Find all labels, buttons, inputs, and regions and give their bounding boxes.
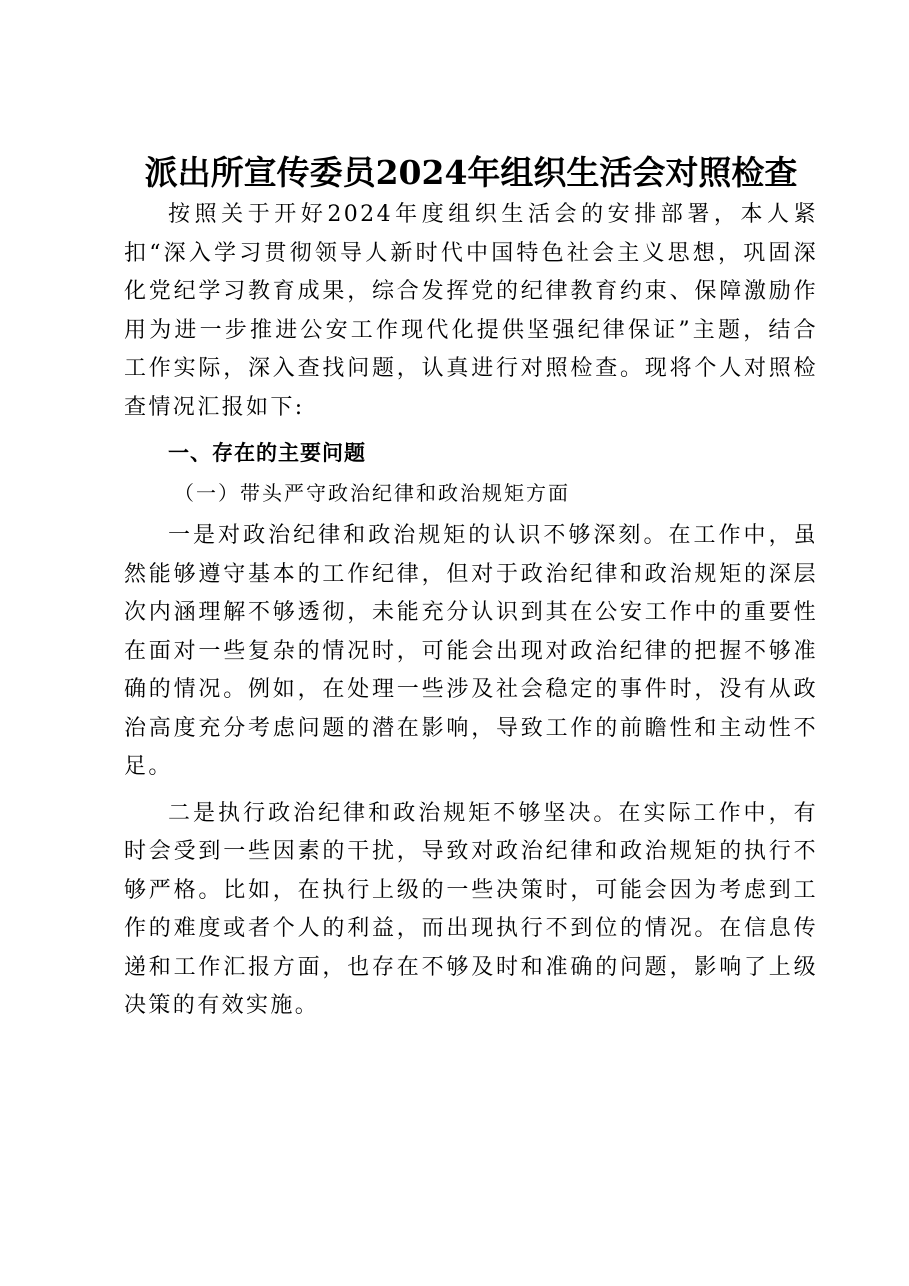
document-title: 派出所宣传委员2024年组织生活会对照检查 xyxy=(144,153,798,192)
body-paragraph-1: 一是对政治纪律和政治规矩的认识不够深刻。在工作中，虽然能够遵守基本的工作纪律，但对于政治纪律和政治规矩的深层次内涵理解不够透彻，未能充分认识到其在公安工作中的重要性在面对一些复杂的情况时，可能会出现对政治纪律的把握不够准确的情况。例如，在处理一些涉及社会稳定的事件时，没有从政治高度充分考虑问题的潜在影响，导致工作的前瞻性和主动性不足。 xyxy=(124,523,818,779)
section-heading-main-problems: 一、存在的主要问题 xyxy=(168,441,366,465)
body-paragraph-2: 二是执行政治纪律和政治规矩不够坚决。在实际工作中，有时会受到一些因素的干扰，导致对政治纪律和政治规矩的执行不够严格。比如，在执行上级的一些决策时，可能会因为考虑到工作的难度或者个人的利益，而出现执行不到位的情况。在信息传递和工作汇报方面，也存在不够及时和准确的问题，影响了上级决策的有效实施。 xyxy=(124,800,818,1018)
subsection-heading-political-discipline: （一）带头严守政治纪律和政治规矩方面 xyxy=(174,481,570,505)
intro-paragraph: 按照关于开好2024年度组织生活会的安排部署，本人紧扣“深入学习贯彻领导人新时代中国特色社会主义思想，巩固深化党纪学习教育成果，综合发挥党的纪律教育约束、保障激励作用为进一步推进公安工作现代化提供坚强纪律保证”主题，结合工作实际，深入查找问题，认真进行对照检查。现将个人对照检查情况汇报如下: xyxy=(124,202,818,420)
document-body xyxy=(124,150,818,1026)
